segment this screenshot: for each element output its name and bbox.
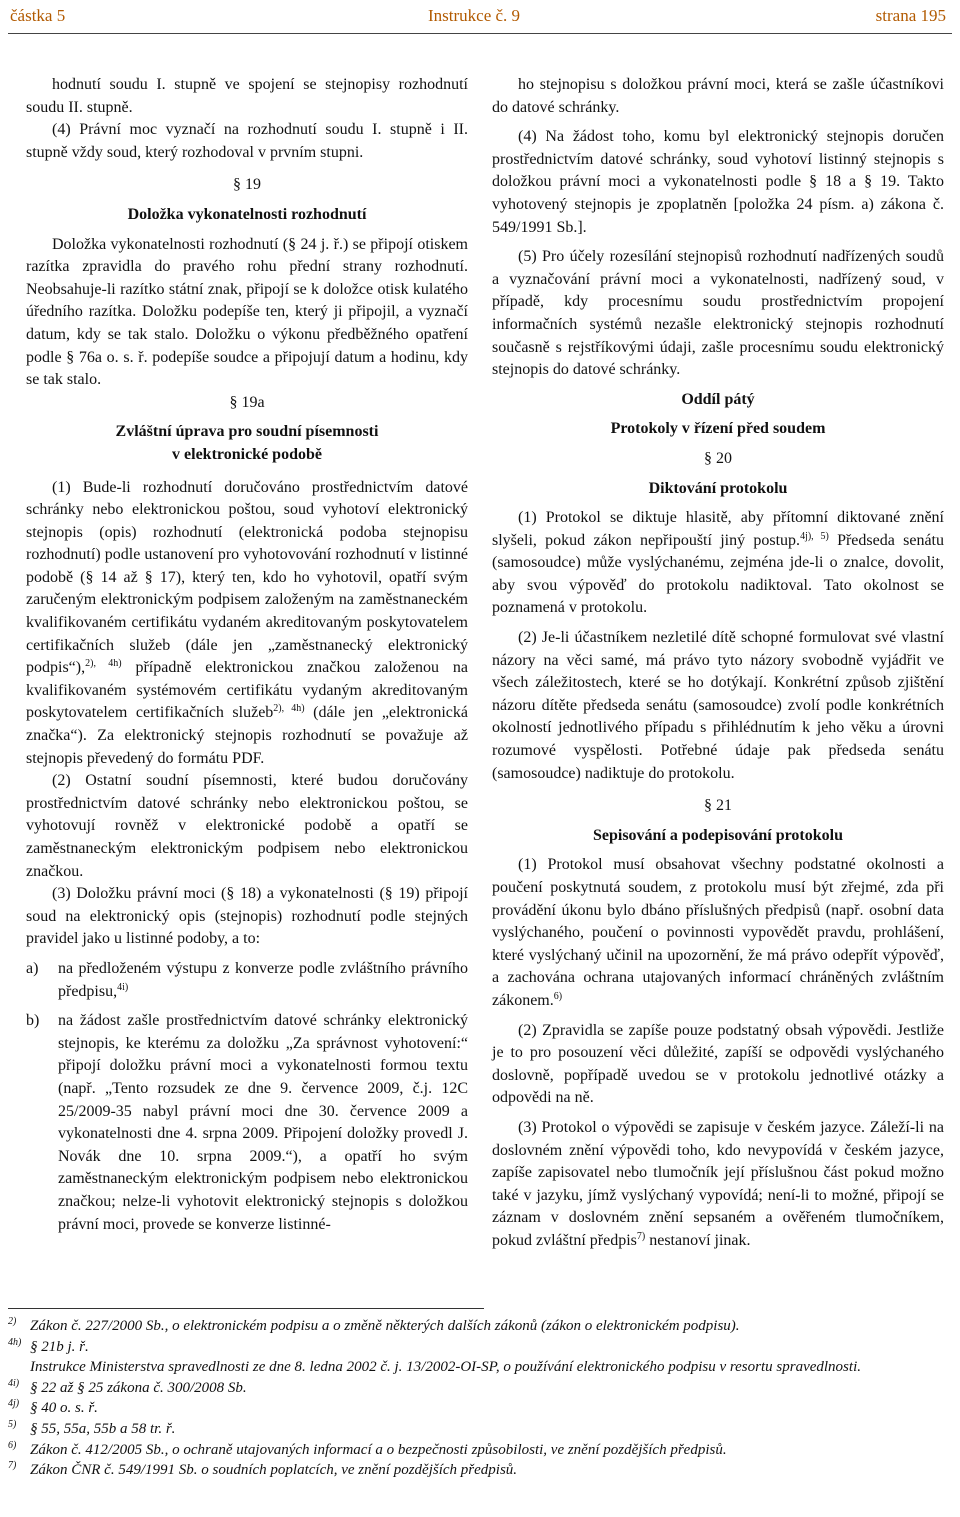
footnote: $^{7)}$ Zákon ČNR č. 549/1991 Sb. o soudních poplatcích, ve znění pozdějších předpisů. [8, 1460, 518, 1479]
footnote: $^{4j)}$ § 40 o. s. ř. [8, 1398, 98, 1417]
footnote: Instrukce Ministerstva spravedlnosti ze dne 8. ledna 2002 č. j. 13/2002-OI-SP, o používání elektronického podpisu v resortu spravedlnosti. [30, 1359, 861, 1376]
division-heading: Oddíl pátý [681, 390, 755, 408]
footnote-ref: 4i) [117, 981, 129, 993]
paragraph: ho stejnopisu s doložkou právní moci, která se zašle účastníkovi do datové schránky. [492, 76, 944, 116]
paragraph: (4) Právní moc vyznačí na rozhodnutí soudu I. stupně i II. stupně vždy soud, který rozhodoval v prvním stupni. [26, 121, 468, 161]
footnote-rule [8, 1308, 484, 1309]
division-title: Protokoly v řízení před soudem [610, 420, 826, 438]
paragraph: (1) Protokol musí obsahovat všechny podstatné okolnosti a poučení poskytnutá soudem, z protokolu musí být zřejmé, zda při provádění úkonu bylo dbáno příslušných předpisů (např. osobní data vyslýchaného, poučení o povinnosti vypovědět pravdu, prohlášení, které vyslýchaný učinil na upozornění, že má právo odepřít výpověď, a zachována ochrana utajovaných informací chráněných zvláštním zákonem.$^{6)}$ [492, 856, 944, 1009]
paragraph: (3) Doložku právní moci (§ 18) a vykonatelnosti (§ 19) připojí soud na elektronický opis (stejnopis) rozhodnutí podle stejných pravidel jako u listinné podoby, a to: [26, 885, 468, 948]
left-column [26, 74, 468, 1236]
header-title: Instrukce č. 9 [428, 6, 521, 25]
header-page-number: strana 195 [875, 6, 946, 25]
header-rule [8, 33, 952, 34]
section-title-line-1: Zvláštní úprava pro soudní písemnosti [115, 423, 379, 441]
section-number: § 21 [704, 797, 732, 815]
section-title-line-2: v elektronické podobě [172, 445, 322, 463]
footnote-ref: 2), 4h) [273, 703, 305, 715]
section-number: § 20 [704, 449, 732, 467]
footnote: $^{4h)}$ § 21b j. ř. [8, 1336, 89, 1355]
paragraph: (2) Ostatní soudní písemnosti, které budou doručovány prostřednictvím datové schránky nebo elektronickou poštou, se vyhotovují rovněž v elektronické podobě a opatří se zaměstnaneckým elektronickým podpisem nebo elektronickou značkou. [26, 772, 468, 880]
section-title: Sepisování a podepisování protokolu [592, 826, 843, 844]
footnote-ref: 4j), 5) [800, 530, 829, 542]
list-item: b) na žádost zašle prostřednictvím datové schránky elektronický stejnopis, ke kterému za doložku „Za správnost vyhotovení:“ připojí doložku právní moci a vykonatelnosti formou textu (např. „Tento rozsudek ze dne 9. července 2009, č.j. 12C 25/2009-35 nabyl právní moci dne 30. července 2009 a vykonatelnosti dne 4. srpna 2009. Připojení doložky provedl J. Novák dne 10. srpna 2009.“), a opatří ho svým zaměstnaneckým elektronickým podpisem nebo elektronickou značkou; nelze-li vyhotovit elektronický stejnopis s doložkou právní moci, provede se konverze listinné- [26, 1012, 468, 1233]
footnotes [8, 1316, 948, 1481]
section-number: § 19a [229, 393, 265, 411]
list-label: b) [26, 1012, 40, 1030]
footnote: $^{4i)}$ § 22 až § 25 zákona č. 300/2008 Sb. [8, 1377, 247, 1396]
header-issue: částka 5 [10, 6, 66, 25]
list-item: a) na předloženém výstupu z konverze podle zvláštního právního předpisu,$^{4i)}$ [26, 959, 468, 1000]
page-header [0, 0, 960, 30]
paragraph: Doložka vykonatelnosti rozhodnutí (§ 24 j. ř.) se připojí otiskem razítka zpravidla do pravého rohu přední strany rozhodnutí. Neobsahuje-li razítko státní znak, připojí se k doložce otisk kulatého úředního razítka. Doložku podepíše ten, který ji připojil, a vyznačí datum, kdy se tak stalo. Doložku o výkonu předběžného opatření podle § 76a o. s. ř. podepíše soudce a připojují datum a hodinu, kdy se tak stalo. [26, 235, 468, 389]
footnote: $^{5)}$ § 55, 55a, 55b a 58 tr. ř. [8, 1418, 176, 1437]
footnote: $^{6)}$ Zákon č. 412/2005 Sb., o ochraně utajovaných informací a o bezpečnosti způsobilosti, ve znění pozdějších předpisů. [8, 1439, 727, 1458]
paragraph: hodnutí soudu I. stupně ve spojení se stejnopisy rozhodnutí soudu II. stupně. [26, 76, 468, 116]
paragraph: (3) Protokol o výpovědi se zapisuje v českém jazyce. Záleží-li na doslovném znění výpovědi toho, kdo nevypovídá v českém jazyce, zapíše zapisovatel nebo tlumočník její příslušnou část pokud možno také v jazyku, jímž vyslýchaný vypovídá; není-li to možné, připojí se záznam v doslovném znění sepsaném a ověřeném tlumočníkem, pokud zvláštní předpis$^{7)}$ nestanoví jinak. [492, 1118, 944, 1249]
footnote-ref: 7) [636, 1230, 646, 1242]
footnote: $^{2)}$ Zákon č. 227/2000 Sb., o elektronickém podpisu a o změně některých dalších zákonů (zákon o elektronickém podpisu). [8, 1316, 740, 1334]
right-column [492, 74, 944, 1253]
paragraph: (1) Bude-li rozhodnutí doručováno prostřednictvím datové schránky nebo elektronickou poštou, soud vyhotoví elektronický stejnopis (opis) rozhodnutí (elektronická podoba stejnopisu rozhodnutí) podle ustanovení pro vyhotovování rozhodnutí v listinné podobě (§ 14 až § 17), který ten, kdo ho vyhotovil, opatří svým zaručeným elektronickým podpisem založeným na zaměstnaneckém kvalifikovaném certifikátu vydaném akreditovaným poskytovatelem certifikačních služeb (dále jen „zaměstnanecký elektronický podpis“),$^{2), 4h)}$ případně elektronickou značkou založenou na kvalifikovaném systémovém certifikátu vydaným akreditovaným poskytovatelem certifikačních služeb$^{2), 4h)}$ (dále jen „elektronická značka“). Za elektronický stejnopis rozhodnutí se považuje až stejnopis převedený do formátu PDF. [26, 478, 468, 767]
section-number: § 19 [233, 176, 261, 194]
paragraph: (1) Protokol se diktuje hlasitě, aby přítomní diktované znění slyšeli, pokud zákon nepřipouští jiný postup.$^{4j), 5)}$ Předseda senátu (samosoudce) může vyslýchanému, zejména jde-li o znalce, dovolit, aby svou výpověď do protokolu nadiktoval. Tato okolnost se poznamená v protokolu. [492, 509, 944, 617]
paragraph: (4) Na žádost toho, komu byl elektronický stejnopis doručen prostřednictvím datové schránky, soud vyhotoví listinný stejnopis s doložkou právní moci a vykonatelnosti podle § 18 a § 19. Takto vyhotovený stejnopis je zpoplatněn [položka 24 písm. a) zákona č. 549/1991 Sb.]. [492, 128, 944, 236]
section-title: Doložka vykonatelnosti rozhodnutí [127, 205, 367, 223]
section-title: Diktování protokolu [648, 479, 788, 497]
footnote-ref: 2), 4h) [85, 658, 122, 670]
list-label: a) [26, 959, 39, 977]
paragraph: (5) Pro účely rozesílání stejnopisů rozhodnutí nadřízených soudů a vyznačování právní moci a vykonatelnosti, nadřízený soud, v případě, kdy procesnímu soudu prostřednictvím propojení informačních systémů nezašle elektronický stejnopis rozhodnutí současně s rejstříkovými údaji, zašle procesnímu soudu elektronický stejnopis do datové schránky. [492, 248, 944, 379]
paragraph: (2) Je-li účastníkem nezletilé dítě schopné formulovat své vlastní názory na věci samé, má právo tyto názory svobodně vyjádřit ve všech záležitostech, které se ho dotýkají. Konkrétní způsob zjištění názoru dítěte předseda senátu (samosoudce) zvolí podle konkrétních okolností jednotlivého případu s přihlédnutím k jeho věku a úrovni rozumové vyspělosti. Potřebné údaje pak předseda senátu (samosoudce) nadiktuje do protokolu. [492, 629, 944, 782]
footnote-ref: 6) [553, 990, 563, 1002]
paragraph: (2) Zpravidla se zapíše pouze podstatný obsah výpovědi. Jestliže je to pro posouzení věci důležité, zapíší se odpovědi vyslýchaného doslovně, popřípadě uvedou se v protokolu jednotlivé otázky a odpovědi na ně. [492, 1021, 944, 1107]
